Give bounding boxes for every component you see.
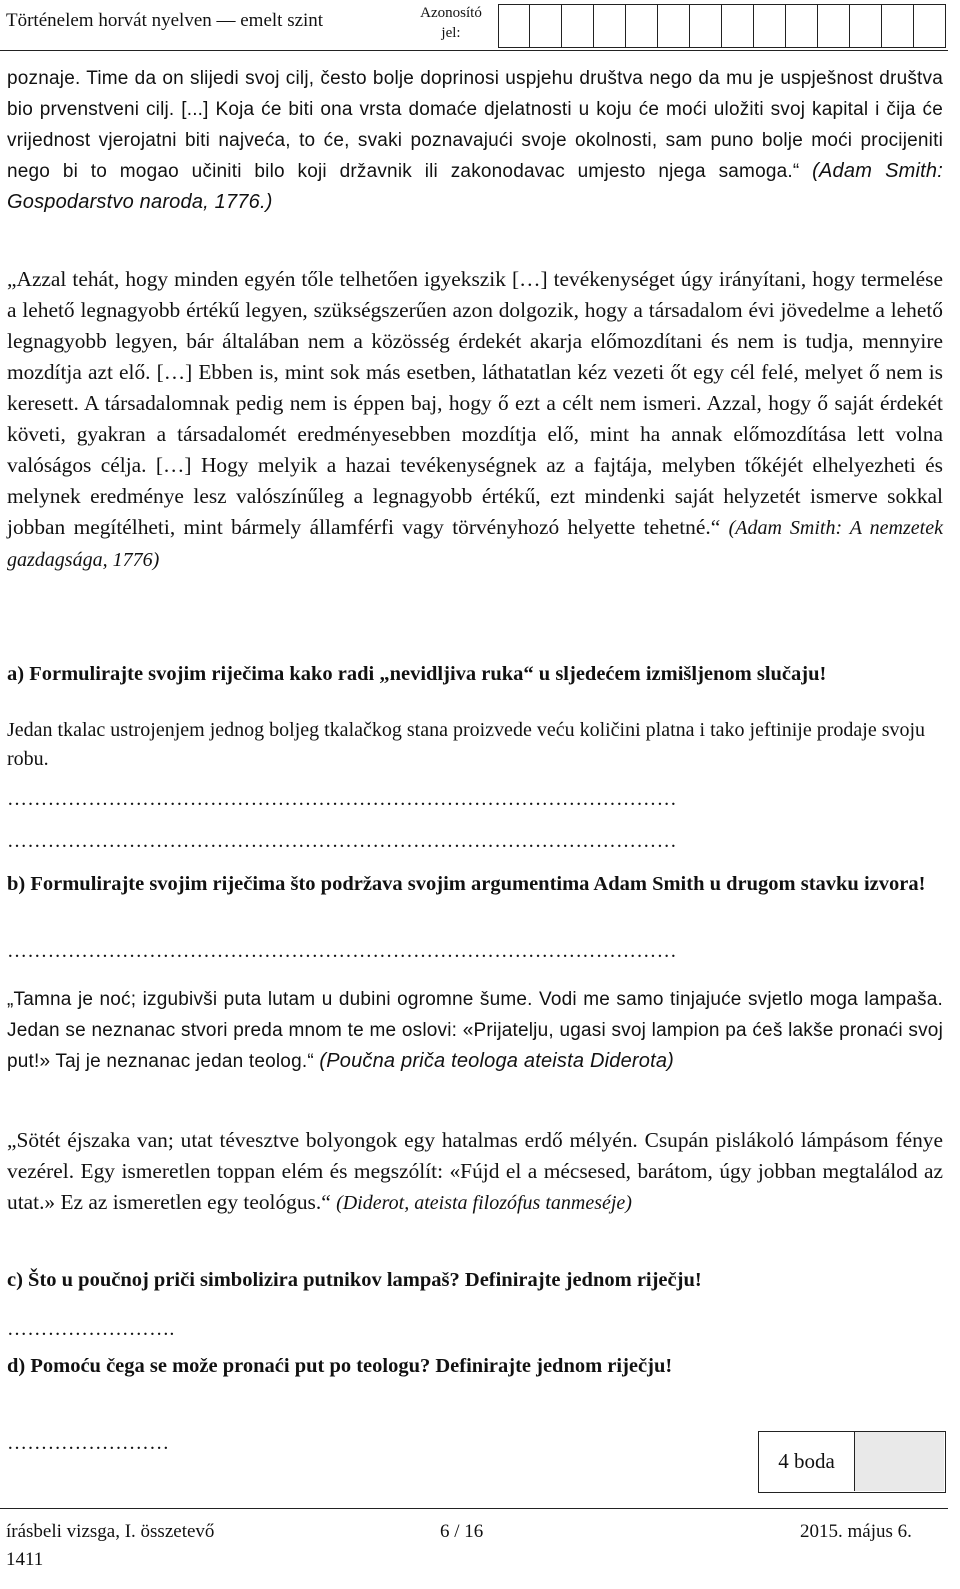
footer-date: 2015. május 6. [800, 1521, 912, 1542]
source-text-hungarian [7, 264, 943, 576]
story-citation-hungarian: (Diderot, ateista filozófus tanmeséje) [336, 1192, 632, 1214]
question-c-prompt: c) Što u poučnoj priči simbolizira putnikov lampaš? Definirajte jednom riječju! [7, 1269, 702, 1291]
id-code-boxes [498, 4, 946, 48]
story-citation-croatian: (Poučna priča teologa ateista Diderota) [319, 1050, 675, 1072]
header-title: Történelem horvát nyelven — emelt szint [6, 10, 324, 31]
story-text-hungarian [7, 1125, 943, 1219]
score-box [758, 1431, 946, 1493]
id-box [914, 4, 946, 48]
question-d-prompt: d) Pomoću čega se može pronaći put po teologu? Definirajte jednom riječju! [7, 1355, 673, 1377]
header-divider [0, 50, 948, 51]
answer-line-c1[interactable]: ……………………. [7, 1318, 175, 1340]
id-box [594, 4, 626, 48]
id-box [850, 4, 882, 48]
footer-exam-label: írásbeli vizsga, I. összetevő [6, 1521, 215, 1542]
story-text-croatian [7, 984, 943, 1077]
score-entry-cell[interactable] [855, 1432, 944, 1491]
id-box [882, 4, 914, 48]
question-a-task: Jedan tkalac ustrojenjem jednog boljeg tkalačkog stana proizvede veću količini platna i tako jeftinije prodaje svoju robu. [7, 719, 926, 770]
source-citation-croatian: (Adam Smith: Gospodarstvo naroda, 1776.) [7, 160, 943, 213]
source-text-hungarian-body: „Azzal tehát, hogy minden egyén tőle telhetően igyekszik […] tevékenységet úgy irányítani, hogy termelése a lehető legnagyobb értékű legyen, szükségszerűen azon dolgozik, hogy a társadalom évi jövedelme a lehető legnagyobb legyen, bár általában nem a közösség érdekét akarja előmozdítani és nem is tudja, mennyire mozdítja azt elő. […] Ebben is, mint sok más esetben, láthatatlan kéz vezeti őt egy cél felé, melyet ő nem is keresett. A társadalomnak pedig nem is éppen baj, hogy ő ezt a célt nem ismeri. Azzal, hogy ő saját érdekét követi, gyakran a társadalomét eredményesebben mozdítja elő, mint ha annak előmozdítása lett volna valóságos célja. […] Hogy melyik a hazai tevékenységnek az a fajtája, melyben tőkéjét elhelyezheti és melynek eredménye lesz valószínűleg a legnagyobb értékű, ezt mindenki saját helyzetét ismerve sokkal jobban megítélheti, mint bármely államférfi vagy törvényhozó helyette tehetné.“ [7, 267, 943, 539]
id-label: Azonosító jel: [420, 5, 482, 41]
id-box [498, 4, 530, 48]
id-box [786, 4, 818, 48]
source-text-croatian [7, 63, 943, 218]
id-box [562, 4, 594, 48]
source-citation-hungarian: (Adam Smith: A nemzetek gazdagsága, 1776) [7, 517, 943, 571]
id-box [754, 4, 786, 48]
question-b-prompt: b) Formulirajte svojim riječima što podržava svojim argumentima Adam Smith u drugom stavku izvora! [7, 873, 926, 895]
answer-line-a1[interactable]: ……………………………………………………………………………………… [7, 788, 677, 810]
footer-divider [0, 1508, 948, 1509]
source-text-croatian-body: poznaje. Time da on slijedi svoj cilj, često bolje doprinosi uspjehu društva nego da mu je uspješnost društva bio prvenstveni cilj. [...] Koja će biti ona vrsta domaće djelatnosti u koju će moći uložiti svoj kapital i čija će vrijednost vjerojatni biti najveća, to će, svaki poznavajući svoje okolnosti, sam puno bolje moći procijeniti nego bi to mogao učiniti bilo koji državnik ili zakonodavac umjesto njega samoga.“ [7, 68, 943, 182]
story-text-croatian-body: „Tamna je noć; izgubivši puta lutam u dubini ogromne šume. Vodi me samo tinjajuće svjetlo moga lampaša. Jedan se neznanac stvori preda mnom te me oslovi: «Prijatelju, ugasi svoj lampion pa ćeš lakše pronaći svoj put!» Taj je neznanac jedan teolog.“ [7, 989, 943, 1072]
id-box [530, 4, 562, 48]
id-box [626, 4, 658, 48]
id-box [818, 4, 850, 48]
answer-line-a2[interactable]: ……………………………………………………………………………………… [7, 830, 677, 852]
story-text-hungarian-body: „Sötét éjszaka van; utat tévesztve bolyongok egy hatalmas erdő mélyén. Csupán pislákoló lámpásom fénye vezérel. Egy ismeretlen toppan elém és megszólít: «Fújd el a mécsesed, barátom, úgy jobban megtalálod az utat.» Ez az ismeretlen egy teológus.“ [7, 1128, 943, 1214]
id-box [690, 4, 722, 48]
answer-line-d1[interactable]: …………………… [7, 1432, 170, 1454]
answer-line-b1[interactable]: ……………………………………………………………………………………… [7, 940, 677, 962]
question-a-prompt: a) Formulirajte svojim riječima kako radi „nevidljiva ruka“ u sljedećem izmišljenom slučaju! [7, 663, 827, 685]
score-label: 4 boda [759, 1432, 855, 1491]
id-box [658, 4, 690, 48]
id-box [722, 4, 754, 48]
footer-code: 1411 [6, 1549, 44, 1570]
footer-page-number: 6 / 16 [440, 1521, 484, 1542]
